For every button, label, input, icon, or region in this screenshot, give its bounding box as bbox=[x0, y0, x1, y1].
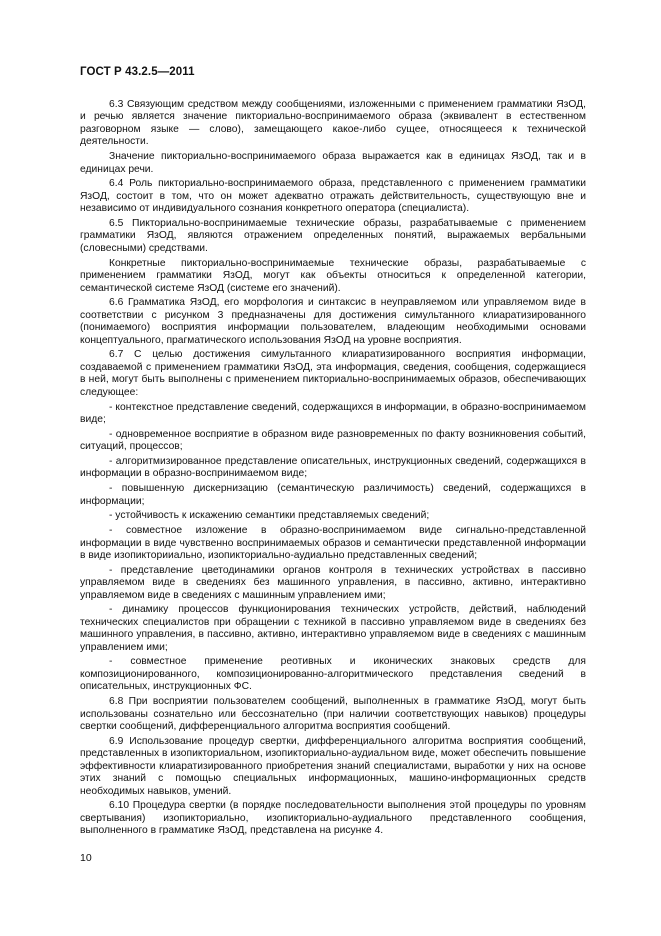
document-body bbox=[80, 99, 586, 840]
list-item: - одновременное восприятие в образном виде разновременных по факту возникновения событий, ситуаций, процессов; bbox=[80, 428, 586, 453]
list-item: - повышенную дискернизацию (семантическую различимость) сведений, содержащихся в информации; bbox=[80, 483, 586, 507]
document-header: ГОСТ Р 43.2.5—2011 bbox=[80, 66, 195, 78]
paragraph: 6.3 Связующим средством между сообщениями, изложенными с применением грамматики ЯзОД, и речью является значение пикториально-воспринимаемого образа (эквивалент в естественном разговорном языке — слово), замещающего какое-либо сущее, относящееся к технической деятельности. bbox=[80, 99, 586, 148]
list-item: - совместное изложение в образно-воспринимаемом виде сигнально-представленной информации в виде чувственно воспринимаемых образов и семантически представленной информации в виде изопикторииально, изопикториально-аудиально представленных сведений; bbox=[80, 525, 586, 561]
paragraph: Значение пикториально-воспринимаемого образа выражается как в единицах ЯзОД, так и в единицах речи. bbox=[80, 151, 586, 175]
list-item: - совместное применение реотивных и иконических знаковых средств для композиционированного, композиционированно-алгоритмического представления сведений в описательных, инструкционных ФС. bbox=[80, 656, 586, 693]
paragraph: 6.4 Роль пикториально-воспринимаемого образа, представленного с применением грамматики ЯзОД, состоит в том, что он может адекватно отражать действительность, существующую вне и независимо от индивидуального сознания конкретного оператора (специалиста). bbox=[80, 178, 586, 215]
paragraph: Конкретные пикториально-воспринимаемые технические образы, разрабатываемые с применением грамматики ЯзОД, могут как объекты относиться к определенной категории, семантической системе ЯзОД (системе его значений). bbox=[80, 257, 586, 294]
paragraph: 6.6 Грамматика ЯзОД, его морфология и синтаксис в неуправляемом или управляемом виде в соответствии с рисунком 3 предназначены для достижения симультанного клиаратизированного (понимаемого) восприятия информации пользователем, владеющим необходимыми основами концептуального, прагматического использования ЯзОД на уровне восприятия. bbox=[80, 297, 586, 346]
list-item: - контекстное представление сведений, содержащихся в информации, в образно-воспринимаемом виде; bbox=[80, 401, 586, 425]
paragraph: 6.7 С целью достижения симультанного клиаратизированного восприятия информации, создаваемой с применением грамматики ЯзОД, эта информация, сведения, сообщения, содержащиеся в ней, могут быть выполнены с применением пикториально-воспринимаемых образов, обеспечивающих следующее: bbox=[80, 349, 586, 398]
list-item: - динамику процессов функционирования технических устройств, действий, наблюдений технических специалистов при обращении с техникой в пассивно управляемом виде в сведениях без машинного управления, в пассивно, активно, интерактивно управляемом виде в сведениях с машинным управлением ими; bbox=[80, 604, 586, 653]
paragraph: 6.9 Использование процедур свертки, дифференциального алгоритма восприятия сообщений, представленных в изопикториальном, изопикториально-аудиальном виде, может обеспечить повышение эффективности клиаратизированного приобретения знаний специалистами, выработки у них на основе этих знаний с помощью специальных информационных, машино-информационных средств необходимых навыков, умений. bbox=[80, 735, 586, 797]
list-item: - представление цветодинамики органов контроля в технических устройствах в пассивно управляемом виде в сведениях без машинного управления, в пассивно, активно, интерактивно управляемом виде в сведениях с машинным управлением ими; bbox=[80, 564, 586, 601]
paragraph: 6.10 Процедура свертки (в порядке последовательности выполнения этой процедуры по уровням свертывания) изопикториально, изопикториально-аудиального представленного сообщения, выполненного в грамматике ЯзОД, представлена на рисунке 4. bbox=[80, 800, 586, 837]
page-number: 10 bbox=[80, 852, 92, 864]
paragraph: 6.8 При восприятии пользователем сообщений, выполненных в грамматике ЯзОД, могут быть использованы сознательно или бессознательно (при наличии соответствующих навыков) процедуры свертки сообщений, дифференциального алгоритма восприятия сообщений. bbox=[80, 696, 586, 733]
list-item: - алгоритмизированное представление описательных, инструкционных сведений, содержащихся в информации в образно-воспринимаемом виде; bbox=[80, 455, 586, 480]
paragraph: 6.5 Пикториально-воспринимаемые технические образы, разрабатываемые с применением грамматики ЯзОД, являются отражением определенных понятий, выражаемых вербальными (словесными) средствами. bbox=[80, 217, 586, 254]
list-item: - устойчивость к искажению семантики представляемых сведений; bbox=[109, 510, 430, 522]
